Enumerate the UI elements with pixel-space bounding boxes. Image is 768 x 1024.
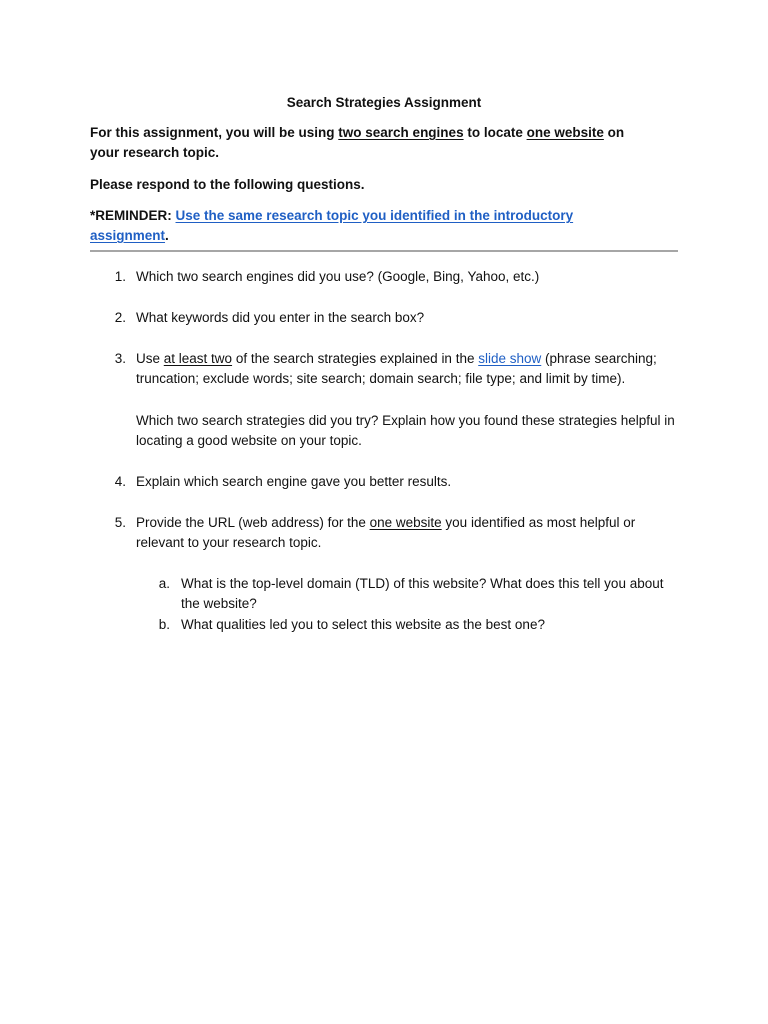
question-text-part: (phrase searching; truncation; exclude words; site search; domain search; file type; and limit by time).: [136, 351, 657, 386]
slide-show-link[interactable]: slide show: [478, 351, 542, 366]
emphasis-at-least-two: at least two: [163, 351, 233, 366]
question-number: 4.: [114, 474, 126, 489]
question-number: 3.: [114, 351, 126, 366]
sub-question-letter: b.: [158, 617, 170, 632]
emphasis-one-website: one website: [369, 515, 442, 530]
page-title: Search Strategies Assignment: [286, 95, 482, 110]
question-text: [136, 513, 678, 553]
sub-question-text: What qualities led you to select this website as the best one?: [181, 617, 545, 632]
question-number: 1.: [114, 269, 126, 284]
emphasis-one-website: one website: [526, 125, 604, 140]
intro-text: on your research topic.: [90, 125, 625, 160]
reminder-end: .: [165, 228, 169, 243]
reminder-paragraph: [90, 206, 650, 246]
intro-text: For this assignment, you will be using: [90, 125, 339, 140]
question-text: Explain which search engine gave you better results.: [136, 474, 452, 489]
question-text-part: you identified as most helpful or relevant to your research topic.: [136, 515, 636, 550]
question-text-part: of the search strategies explained in the: [232, 351, 479, 366]
question-text: [136, 349, 678, 389]
question-number: 5.: [114, 515, 126, 530]
intro-text: to locate: [463, 125, 527, 140]
question-text-part: Use: [136, 351, 164, 366]
reminder-link[interactable]: Use the same research topic you identified in the introductory assignment: [90, 208, 574, 243]
sub-question-letter: a.: [158, 576, 170, 591]
emphasis-two-search-engines: two search engines: [338, 125, 464, 140]
question-3-followup: Which two search strategies did you try? Explain how you found these strategies helpful in locating a good website on your topic.: [136, 413, 675, 448]
question-text: Which two search engines did you use? (Google, Bing, Yahoo, etc.): [136, 269, 540, 284]
question-text-part: Provide the URL (web address) for the: [136, 515, 370, 530]
sub-question-text: What is the top-level domain (TLD) of this website? What does this tell you about the website?: [181, 576, 664, 611]
reminder-label: *REMINDER:: [90, 208, 176, 223]
instruction-paragraph: Please respond to the following questions.: [90, 177, 365, 192]
horizontal-divider: [90, 250, 678, 252]
question-number: 2.: [114, 310, 126, 325]
intro-paragraph: [90, 123, 650, 163]
question-text: What keywords did you enter in the search box?: [136, 310, 425, 325]
